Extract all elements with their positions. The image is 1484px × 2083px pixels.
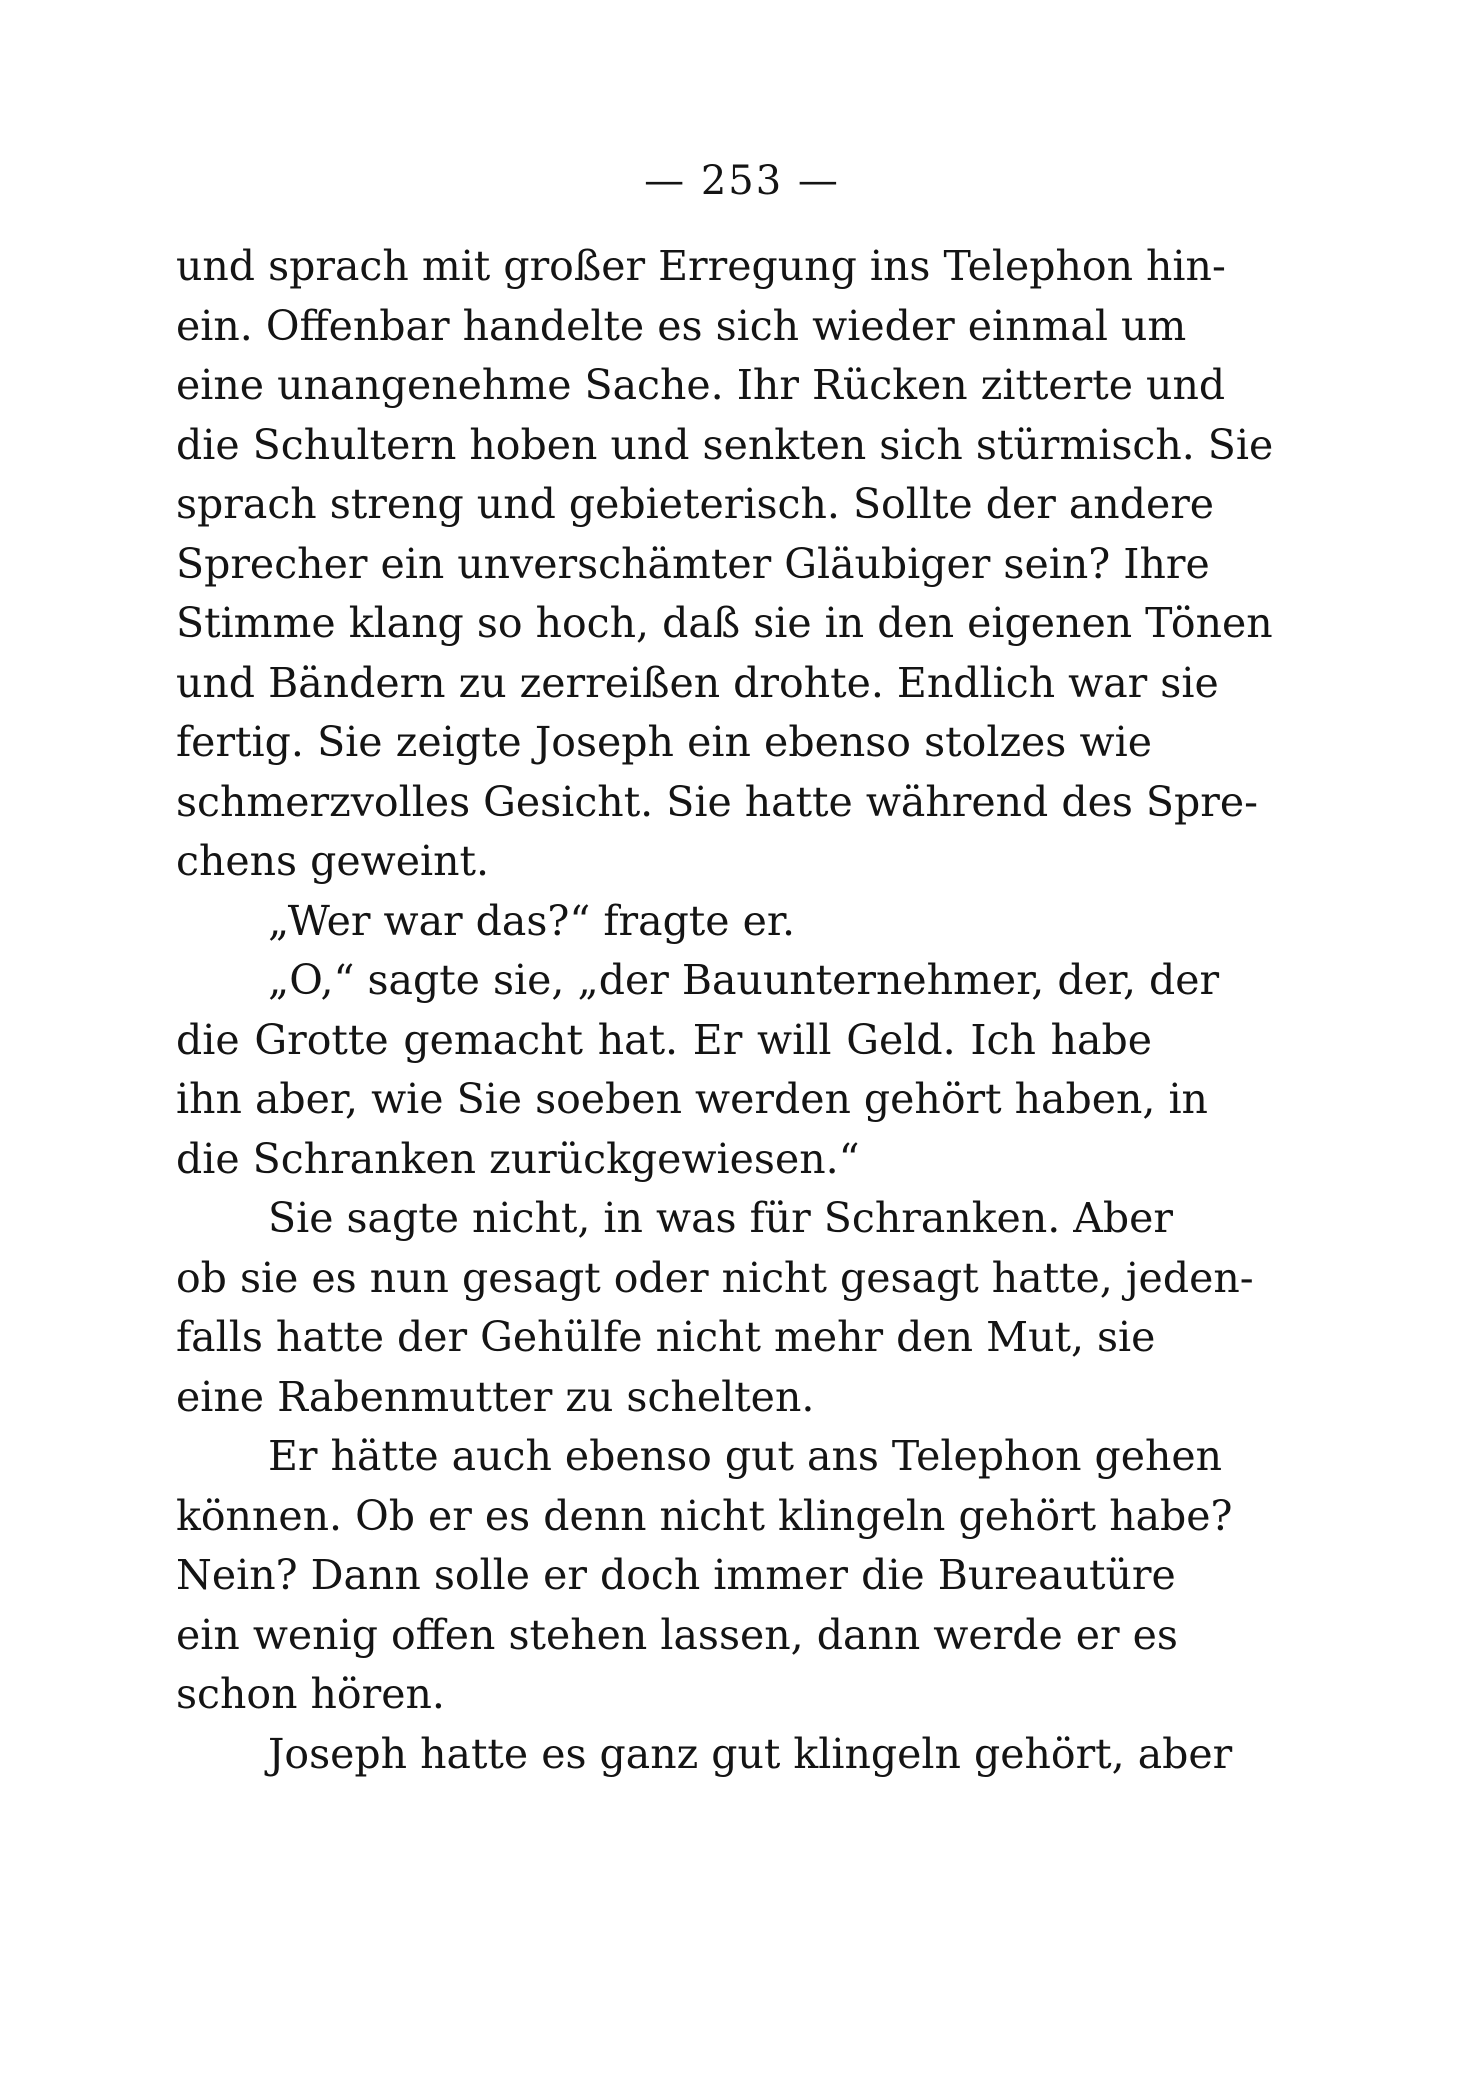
text-line: schon hören. [176,1670,445,1718]
text-line: „Wer war das?“ fragte er. [268,896,795,945]
text-line: ein wenig offen stehen lassen, dann werde er es [176,1610,1178,1659]
text-line: und sprach mit großer Erregung ins Telephon hin- [176,242,1226,290]
page-number: — 253 — [644,158,840,204]
text-line: Stimme klang so hoch, daß sie in den eigenen Tönen [176,599,1273,647]
text-line: und Bändern zu zerreißen drohte. Endlich war sie [176,658,1219,707]
text-line: ihn aber, wie Sie soeben werden gehört haben, in [176,1075,1208,1123]
text-line: Sprecher ein unverschämter Gläubiger sein? Ihre [176,539,1210,588]
text-line: falls hatte der Gehülfe nicht mehr den Mut, sie [176,1313,1156,1361]
text-line: schmerzvolles Gesicht. Sie hatte während des Spre- [176,777,1258,826]
text-line: ein. Offenbar handelte es sich wieder einmal um [176,301,1187,350]
text-line: die Grotte gemacht hat. Er will Geld. Ich habe [176,1015,1152,1064]
text-line: chens geweint. [176,837,490,885]
text-line: eine unangenehme Sache. Ihr Rücken zitterte und [176,361,1226,409]
body-text [176,237,1274,1784]
text-line: Er hätte auch ebenso gut ans Telephon gehen [268,1432,1223,1480]
text-line: können. Ob er es denn nicht klingeln gehört habe? [176,1491,1233,1540]
text-line: sprach streng und gebieterisch. Sollte der andere [176,480,1215,528]
text-line: ob sie es nun gesagt oder nicht gesagt hatte, jeden- [176,1253,1254,1302]
text-line: Joseph hatte es ganz gut klingeln gehört, aber [268,1729,1233,1778]
text-line: fertig. Sie zeigte Joseph ein ebenso stolzes wie [176,718,1152,766]
text-line: „O,“ sagte sie, „der Bauunternehmer, der, der [268,956,1220,1004]
text-line: Nein? Dann solle er doch immer die Bureautüre [176,1551,1176,1599]
text-line: eine Rabenmutter zu schelten. [176,1372,815,1421]
text-line: Sie sagte nicht, in was für Schranken. Aber [268,1194,1174,1242]
text-line: die Schranken zurückgewiesen.“ [176,1134,860,1183]
text-line: die Schultern hoben und senkten sich stürmisch. Sie [176,420,1274,469]
